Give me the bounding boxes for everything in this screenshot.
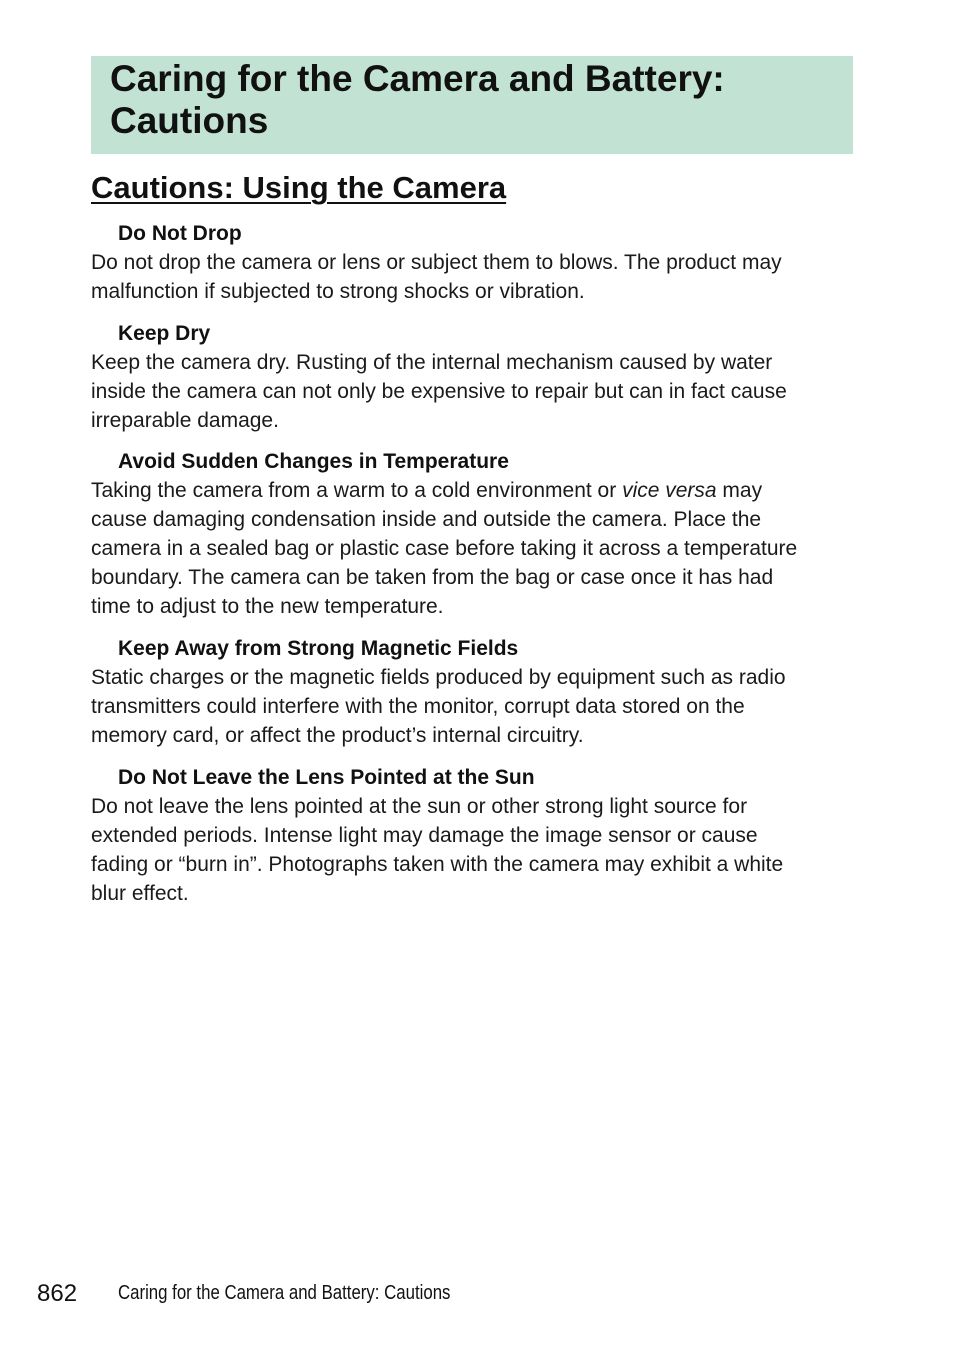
paragraph-line: camera in a sealed bag or plastic case before taking it across a temperature	[91, 537, 798, 560]
chapter-title-line-2: Cautions	[110, 100, 269, 141]
paragraph-do-not-drop	[91, 248, 861, 306]
paragraph-line: Static charges or the magnetic fields produced by equipment such as radio	[91, 666, 786, 689]
running-footer-title: Caring for the Camera and Battery: Cautions	[118, 1282, 451, 1304]
text-run: may	[716, 479, 763, 502]
paragraph-line: transmitters could interfere with the monitor, corrupt data stored on the	[91, 695, 745, 718]
paragraph-line: memory card, or affect the product’s internal circuitry.	[91, 724, 584, 747]
paragraph-line: irreparable damage.	[91, 409, 279, 432]
paragraph-line: blur effect.	[91, 882, 189, 905]
chapter-title-line-1: Caring for the Camera and Battery:	[110, 58, 725, 99]
subheading-do-not-drop: Do Not Drop	[118, 222, 242, 245]
italic-term: vice versa	[622, 479, 717, 502]
paragraph-line: Keep the camera dry. Rusting of the internal mechanism caused by water	[91, 351, 773, 374]
paragraph-line: Do not leave the lens pointed at the sun or other strong light source for	[91, 795, 748, 818]
paragraph-line: cause damaging condensation inside and outside the camera. Place the	[91, 508, 762, 531]
page-number: 862	[37, 1280, 78, 1307]
section-heading: Cautions: Using the Camera	[91, 170, 507, 205]
paragraph-temperature	[91, 476, 861, 621]
paragraph-line: inside the camera can not only be expensive to repair but can in fact cause	[91, 380, 787, 403]
paragraph-line	[91, 476, 861, 505]
subheading-lens-sun: Do Not Leave the Lens Pointed at the Sun	[118, 766, 535, 789]
text-run: Taking the camera from a warm to a cold environment or	[91, 479, 623, 502]
paragraph-line: boundary. The camera can be taken from the bag or case once it has had	[91, 566, 774, 589]
paragraph-line: time to adjust to the new temperature.	[91, 595, 444, 618]
paragraph-keep-dry	[91, 348, 861, 435]
paragraph-magnetic-fields	[91, 663, 861, 750]
paragraph-lens-sun	[91, 792, 861, 908]
paragraph-line: fading or “burn in”. Photographs taken with the camera may exhibit a white	[91, 853, 784, 876]
paragraph-line: Do not drop the camera or lens or subject them to blows. The product may	[91, 251, 782, 274]
subheading-keep-dry: Keep Dry	[118, 322, 211, 345]
paragraph-line: malfunction if subjected to strong shocks or vibration.	[91, 280, 585, 303]
chapter-title-banner	[91, 56, 853, 154]
subheading-magnetic-fields: Keep Away from Strong Magnetic Fields	[118, 637, 519, 660]
paragraph-line: extended periods. Intense light may damage the image sensor or cause	[91, 824, 758, 847]
subheading-temperature: Avoid Sudden Changes in Temperature	[118, 450, 509, 473]
